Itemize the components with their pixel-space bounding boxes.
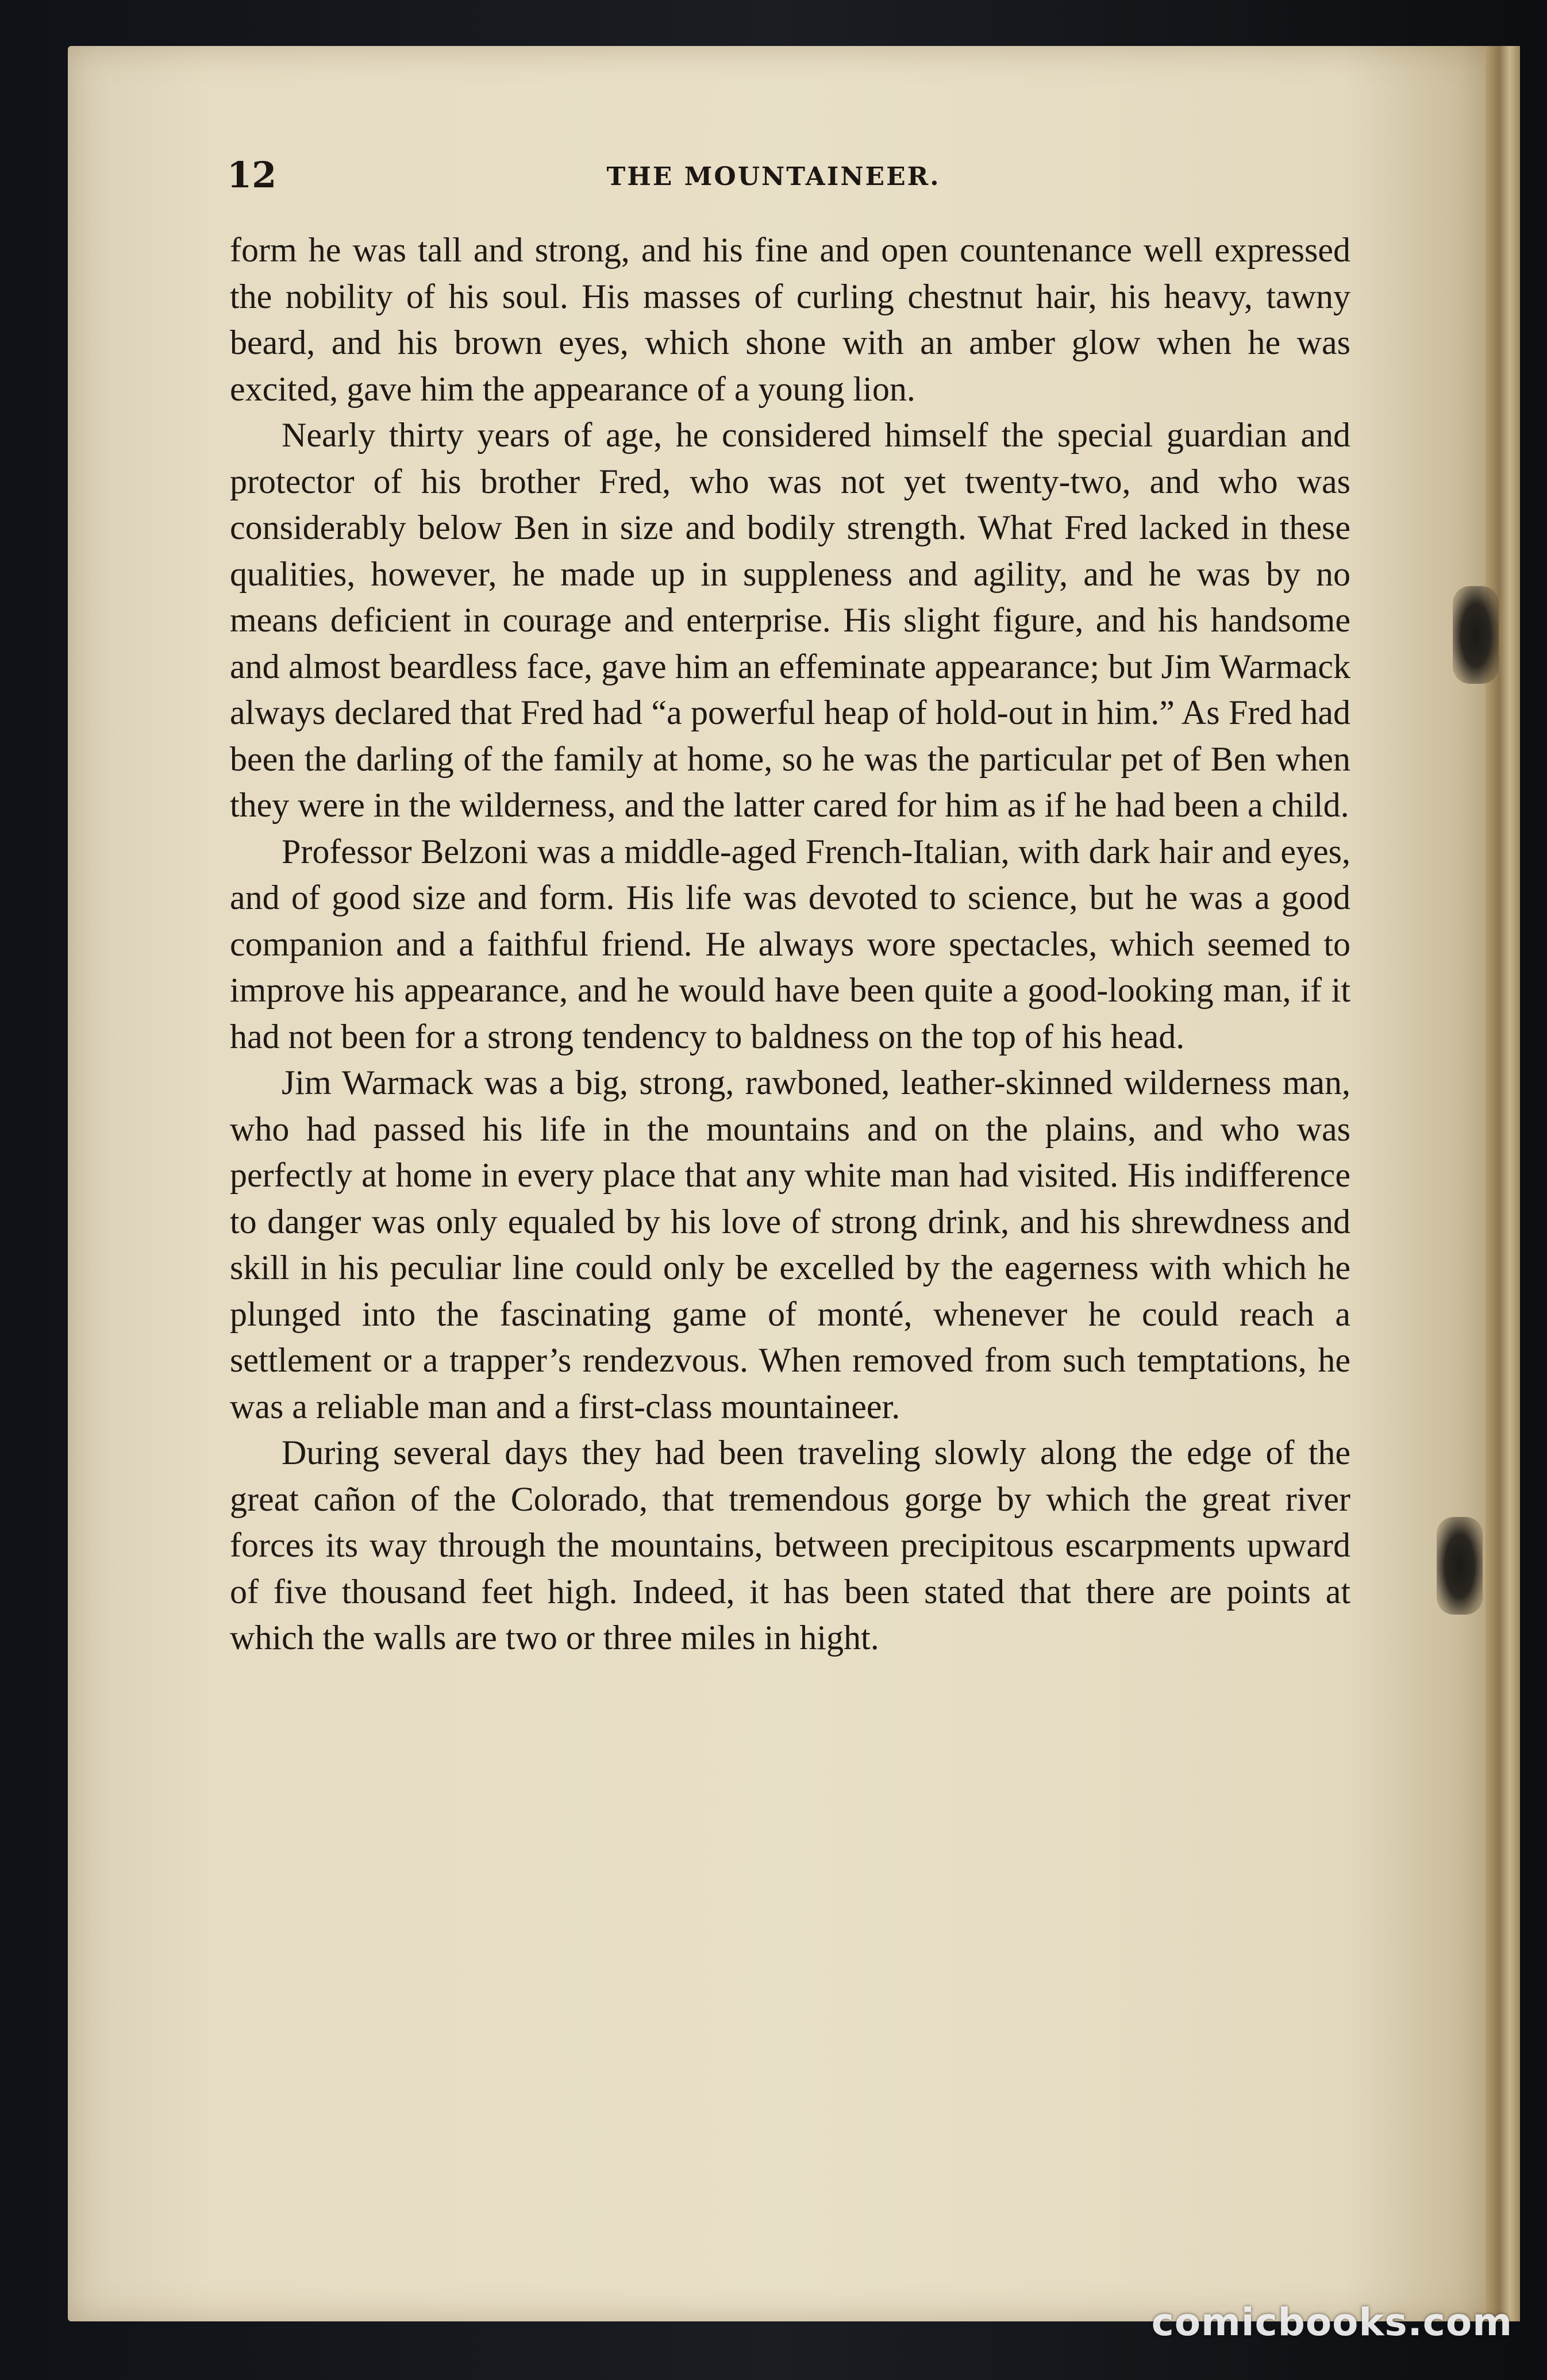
paragraph-colorado-canon: During several days they had been traveling slowly along the edge of the great cañon of the Colorado, that tremendous gorge by which the great river forces its way through the mountains, between precipitous escarpments upward of five thousand feet high. Indeed, it has been stated that there are points at which the walls are two or three miles in hight. xyxy=(230,1434,1350,1657)
running-head: THE MOUNTAINEER. xyxy=(606,162,941,191)
paragraph-ben-fred: Nearly thirty years of age, he considered himself the special guardian and protector of his brother Fred, who was not yet twenty-two, and who was considerably below Ben in size and bodily strength. What Fred lacked in these qualities, however, he made up in suppleness and agility, and he was by no means deficient in courage and enterprise. His slight figure, and his handsome and almost beardless face, gave him an effeminate appearance; but Jim Warmack always declared that Fred had “a powerful heap of hold-out in him.” As Fred had been the darling of the family at home, so he was the particular pet of Ben when they were in the wilderness, and the latter cared for him as if he had been a child. xyxy=(230,416,1350,824)
paragraph-professor-belzoni: Professor Belzoni was a middle-aged French-Italian, with dark hair and eyes, and of good size and form. His life was devoted to science, but he was a good companion and a faithful friend. He always wore spectacles, which seemed to improve his appearance, and he would have been quite a good-looking man, if it had not been for a strong tendency to baldness on the top of his head. xyxy=(230,832,1350,1056)
page-number: 12 xyxy=(227,154,277,196)
paragraph-continuation: form he was tall and strong, and his fine and open countenance well expressed the nobility of his soul. His masses of curling chestnut hair, his heavy, tawny beard, and his brown eyes, which shone with an amber glow when he was excited, gave him the appearance of a young lion. xyxy=(230,231,1350,408)
binding-thread-top xyxy=(1453,586,1499,684)
site-watermark: comicbooks.com xyxy=(1151,2300,1513,2344)
binding-thread-bottom xyxy=(1437,1517,1483,1615)
book-spine xyxy=(1486,46,1520,2321)
body-text xyxy=(230,227,1350,1661)
paragraph-jim-warmack: Jim Warmack was a big, strong, rawboned, leather-skinned wilderness man, who had passed his life in the mountains and on the plains, and who was perfectly at home in every place that any white man had visited. His indifference to danger was only equaled by his love of strong drink, and his shrewdness and skill in his peculiar line could only be excelled by the eagerness with which he plunged into the fascinating game of monté, whenever he could reach a settlement or a trapper’s rendezvous. When removed from such temptations, he was a reliable man and a first-class mountaineer. xyxy=(230,1064,1350,1426)
